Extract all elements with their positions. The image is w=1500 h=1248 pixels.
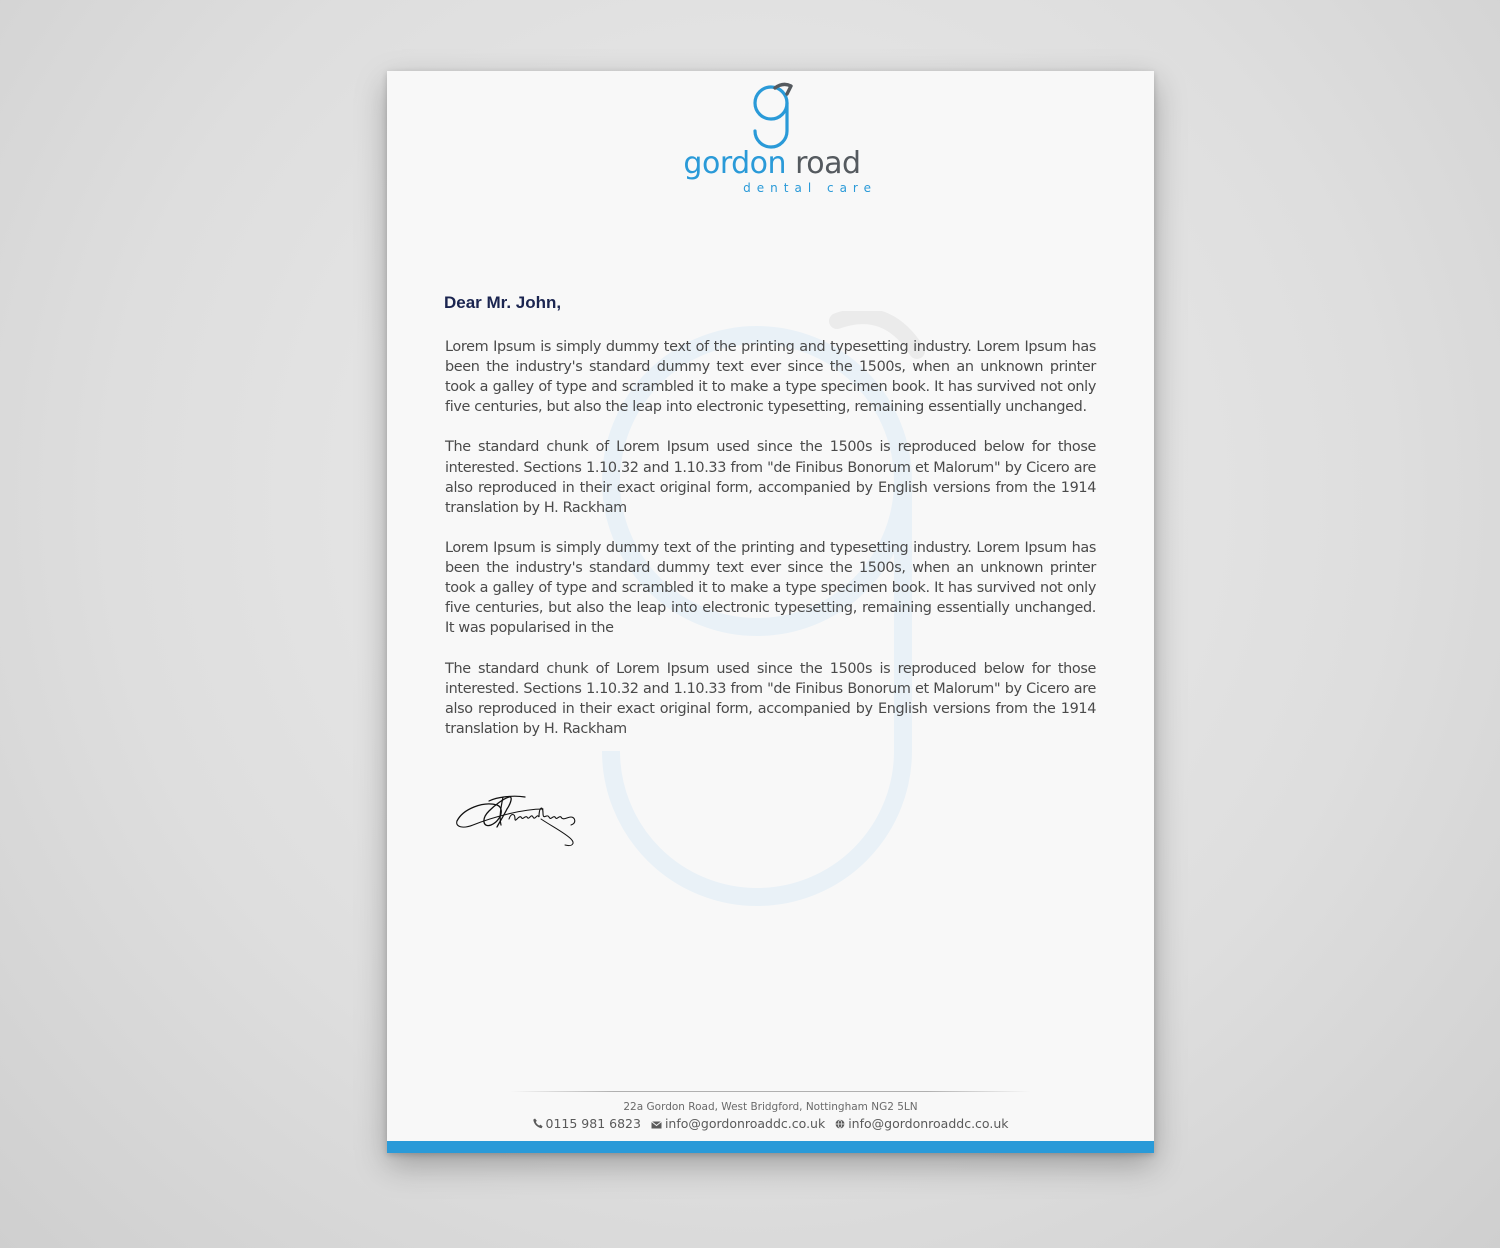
letterhead-page [387,71,1154,1153]
footer-contacts [387,1116,1154,1131]
footer-email [651,1116,825,1131]
brand-name-word2: road [795,146,861,181]
paragraph: The standard chunk of Lorem Ipsum used since the 1500s is reproduced below for those interested. Sections 1.10.32 and 1.10.33 from "de Finibus Bonorum et Malorum" by Cicero are also reproduced in their exact original form, accompanied by English versions from the 1914 translation by H. Rackham [445,439,1096,516]
paragraph: The standard chunk of Lorem Ipsum used since the 1500s is reproduced below for those interested. Sections 1.10.32 and 1.10.33 from "de Finibus Bonorum et Malorum" by Cicero are also reproduced in their exact original form, accompanied by English versions from the 1914 translation by H. Rackham [445,660,1096,737]
brand-tagline: dental care [743,181,877,195]
paragraph: Lorem Ipsum is simply dummy text of the printing and typesetting industry. Lorem Ipsum has been the industry's standard dummy text ever since the 1500s, when an unknown printer took a galley of type and scrambled it to make a type specimen book. It has survived not only five centuries, but also the leap into electronic typesetting, remaining essentially unchanged. [445,339,1096,416]
letter-body [445,337,1096,759]
paragraph: Lorem Ipsum is simply dummy text of the printing and typesetting industry. Lorem Ipsum has been the industry's standard dummy text ever since the 1500s, when an unknown printer took a galley of type and scrambled it to make a type specimen book. It has survived not only five centuries, but also the leap into electronic typesetting, remaining essentially unchanged. It was popularised in the [445,539,1096,637]
handwritten-signature [453,783,583,849]
brand-logo [667,77,877,195]
footer-accent-bar [387,1141,1154,1153]
envelope-icon [651,1121,662,1129]
brand-name-word1: gordon [683,146,787,181]
footer-divider [510,1091,1031,1092]
footer-phone [533,1116,641,1131]
footer-address: 22a Gordon Road, West Bridgford, Nottingham NG2 5LN [623,1101,918,1113]
g-logo-icon [745,81,801,153]
brand-name [667,147,877,181]
website-address: info@gordonroaddc.co.uk [848,1116,1009,1131]
globe-icon [835,1119,845,1129]
phone-icon [533,1118,543,1129]
email-address: info@gordonroaddc.co.uk [664,1116,826,1131]
footer-website [835,1116,1008,1131]
phone-number: 0115 981 6823 [545,1116,641,1131]
salutation: Dear Mr. John, [444,293,562,312]
